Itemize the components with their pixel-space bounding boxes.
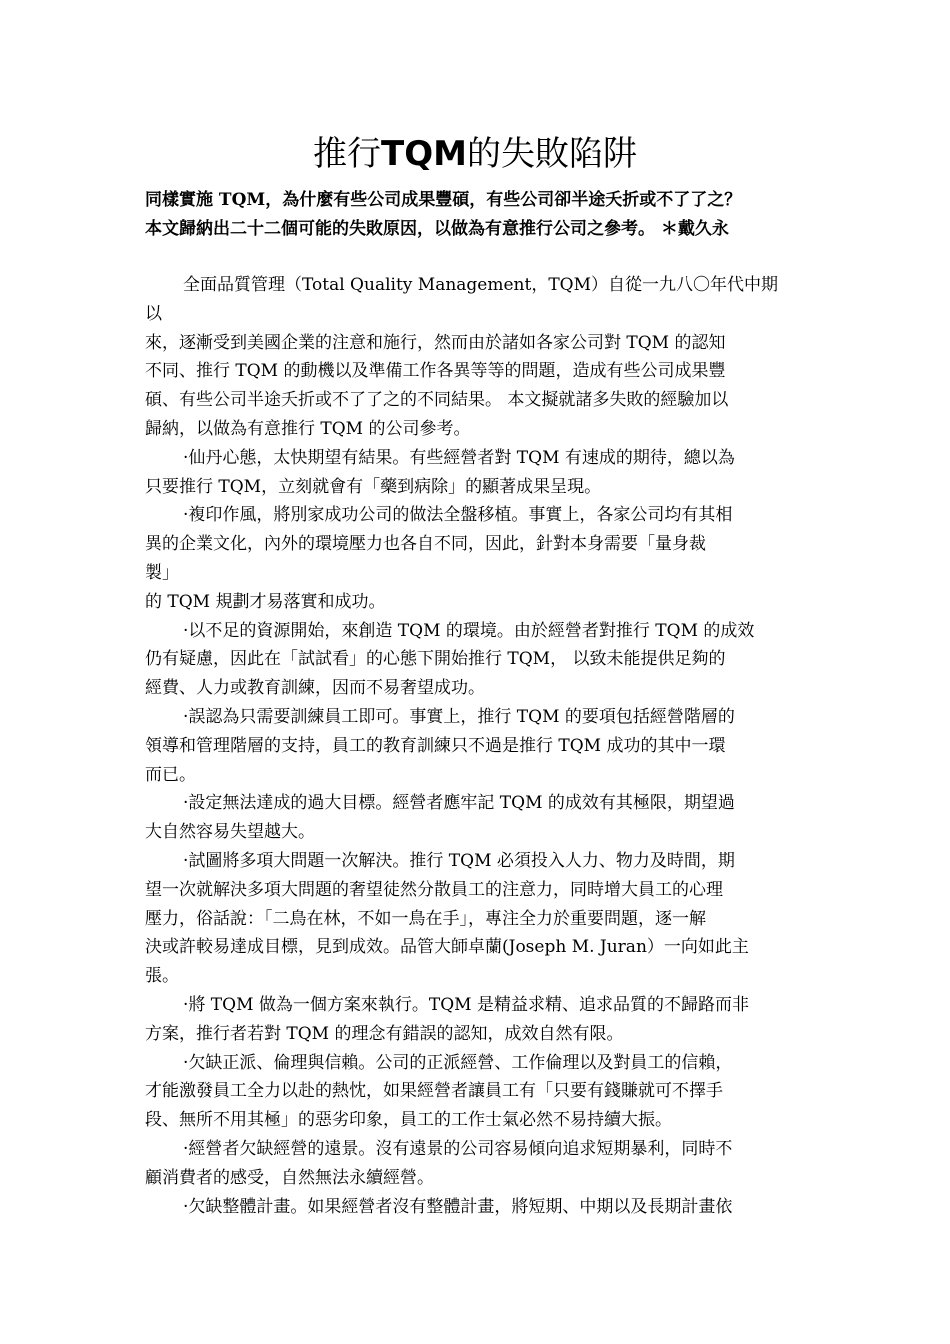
body-line: 決或許較易達成目標，見到成效。品管大師卓蘭(Joseph M. Juran）一向如此主 [145, 937, 749, 958]
subtitle-line-1: 同樣實施 TQM，為什麼有些公司成果豐碩，有些公司卻半途夭折或不了了之？ [145, 190, 742, 210]
body-line: ·欠缺整體計畫。如果經營者沒有整體計畫，將短期、中期以及長期計畫依 [183, 1196, 733, 1217]
body-line: 全面品質管理（Total Quality Management，TQM）自從一九八〇年代中期 [183, 275, 779, 295]
body-line: 望一次就解決多項大問題的奢望徒然分散員工的注意力，同時增大員工的心理 [145, 879, 723, 900]
subtitle-line-2: 本文歸納出二十二個可能的失敗原因，以做為有意推行公司之參考。 ＊戴久永 [145, 219, 729, 239]
title-part-1: 推行 [313, 134, 382, 174]
body-line: 經費、人力或教育訓練，因而不易奢望成功。 [145, 678, 485, 699]
body-line: 領導和管理階層的支持，員工的教育訓練只不過是推行 TQM 成功的其中一環 [145, 735, 726, 756]
body-line: 才能激發員工全力以赴的熱忱，如果經營者讓員工有「只要有錢賺就可不擇手 [145, 1081, 723, 1102]
body-text [145, 271, 815, 1221]
body-line: ·仙丹心態，太快期望有結果。有些經營者對 TQM 有速成的期待，總以為 [183, 447, 735, 468]
body-line: ·欠缺正派、倫理與信賴。公司的正派經營、工作倫理以及對員工的信賴， [183, 1052, 733, 1073]
page-title [0, 130, 950, 178]
body-line: 以 [145, 303, 162, 324]
body-line: ·以不足的資源開始，來創造 TQM 的環境。由於經營者對推行 TQM 的成效 [183, 620, 755, 641]
body-line: ·經營者欠缺經營的遠景。沒有遠景的公司容易傾向追求短期暴利，同時不 [183, 1138, 733, 1159]
body-line: 只要推行 TQM，立刻就會有「藥到病除」的顯著成果呈現。 [145, 476, 602, 497]
body-line: 張。 [145, 966, 179, 987]
title-part-3: 的失敗陷阱 [466, 134, 637, 174]
body-line: 段、無所不用其極」的惡劣印象，員工的工作士氣必然不易持續大振。 [145, 1110, 672, 1131]
body-line: 異的企業文化，內外的環境壓力也各自不同，因此，針對本身需要「量身裁 [145, 534, 706, 555]
title-part-2: TQM [381, 134, 467, 174]
body-line: 而已。 [145, 764, 196, 785]
body-line: ·試圖將多項大問題一次解決。推行 TQM 必須投入人力、物力及時間，期 [183, 850, 735, 871]
body-line: 仍有疑慮，因此在「試試看」的心態下開始推行 TQM， 以致未能提供足夠的 [145, 649, 726, 670]
body-line: ·誤認為只需要訓練員工即可。事實上，推行 TQM 的要項包括經營階層的 [183, 706, 735, 727]
body-line: 方案，推行者若對 TQM 的理念有錯誤的認知，成效自然有限。 [145, 1023, 624, 1044]
body-line: 不同、推行 TQM 的動機以及準備工作各異等等的問題，造成有些公司成果豐 [145, 361, 726, 382]
body-line: 的 TQM 規劃才易落實和成功。 [145, 591, 386, 612]
body-line: 來，逐漸受到美國企業的注意和施行，然而由於諸如各家公司對 TQM 的認知 [145, 332, 726, 353]
body-line: 歸納，以做為有意推行 TQM 的公司參考。 [145, 418, 471, 439]
body-line: 製」 [145, 562, 179, 583]
body-line: ·設定無法達成的過大目標。經營者應牢記 TQM 的成效有其極限，期望過 [183, 793, 735, 814]
body-line: 大自然容易失望越大。 [145, 822, 315, 843]
body-line: 顧消費者的感受，自然無法永續經營。 [145, 1167, 434, 1188]
body-line: ·複印作風，將別家成功公司的做法全盤移植。事實上，各家公司均有其相 [183, 505, 733, 526]
body-line: 壓力，俗話說：「二鳥在林，不如一鳥在手」，專注全力於重要問題，逐一解 [145, 908, 706, 929]
body-line: ·將 TQM 做為一個方案來執行。TQM 是精益求精、追求品質的不歸路而非 [183, 994, 749, 1015]
body-line: 碩、有些公司半途夭折或不了了之的不同結果。 本文擬就諸多失敗的經驗加以 [145, 390, 729, 411]
